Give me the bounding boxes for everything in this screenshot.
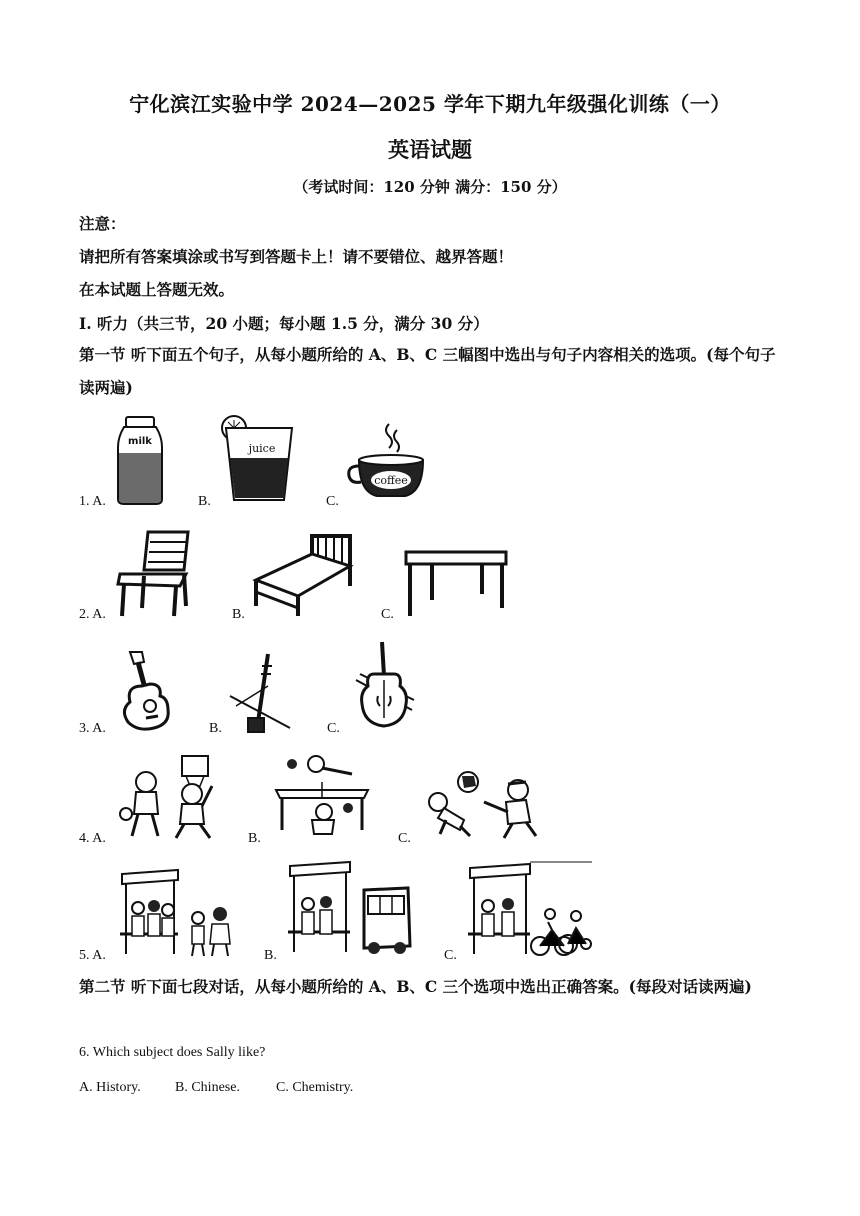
- notice-heading: 注意：: [79, 214, 126, 233]
- q3-label: 3. A.: [79, 721, 106, 736]
- q1-label: 1. A.: [79, 494, 106, 509]
- q3-option-c: C.: [327, 721, 340, 736]
- soccer-players-icon: [420, 768, 548, 840]
- basketball-players-icon: [114, 752, 218, 842]
- question-6-option-b: B. Chinese.: [175, 1080, 240, 1095]
- coffee-cup-icon: [345, 420, 437, 502]
- bus-stop-walking-icon: [116, 866, 238, 960]
- part2-instructions: 第二节 听下面七段对话，从每小题所给的 A、B、C 三个选项中选出正确答案。(每段对话读两遍): [79, 977, 752, 996]
- bus-stop-bus-icon: [284, 858, 414, 958]
- q3-option-b: B.: [209, 721, 222, 736]
- juice-glass-icon: [218, 414, 296, 504]
- question-6-option-a: A. History.: [79, 1080, 141, 1095]
- bed-icon: [252, 530, 356, 618]
- juice-text: juice: [248, 442, 276, 455]
- bus-stop-bikes-icon: [464, 860, 592, 960]
- erhu-icon: [228, 652, 298, 736]
- q5-label: 5. A.: [79, 948, 106, 963]
- q4-label: 4. A.: [79, 831, 106, 846]
- milk-bottle-icon: [110, 415, 170, 507]
- q4-option-b: B.: [248, 831, 261, 846]
- q1-option-c: C.: [326, 494, 339, 509]
- milk-text: milk: [128, 436, 152, 447]
- q5-option-c: C.: [444, 948, 457, 963]
- guitar-icon: [116, 648, 178, 732]
- notice-line-2: 在本试题上答题无效。: [79, 280, 235, 299]
- violin-icon: [352, 640, 416, 732]
- q4-option-c: C.: [398, 831, 411, 846]
- table-icon: [402, 546, 510, 618]
- question-6-stem: 6. Which subject does Sally like?: [79, 1045, 266, 1060]
- section-heading: Ⅰ. 听力（共三节，20 小题；每小题 1.5 分，满分 30 分）: [79, 314, 489, 333]
- q2-label: 2. A.: [79, 607, 106, 622]
- exam-title: 宁化滨江实验中学 2024—2025 学年下期九年级强化训练（一）: [129, 92, 731, 116]
- q5-option-b: B.: [264, 948, 277, 963]
- exam-subject: 英语试题: [388, 137, 472, 162]
- q2-option-b: B.: [232, 607, 245, 622]
- q2-option-c: C.: [381, 607, 394, 622]
- question-6-option-c: C. Chemistry.: [276, 1080, 354, 1095]
- table-tennis-players-icon: [272, 754, 372, 838]
- q1-option-b: B.: [198, 494, 211, 509]
- part1-instructions: 第一节 听下面五个句子，从每小题所给的 A、B、C 三幅图中选出与句子内容相关的选项。(每个句子读两遍): [79, 345, 776, 397]
- coffee-text: coffee: [374, 474, 408, 487]
- chair-icon: [114, 528, 200, 620]
- exam-info: （考试时间：120 分钟 满分：150 分）: [293, 178, 567, 196]
- notice-line-1: 请把所有答案填涂或书写到答题卡上！请不要错位、越界答题！: [79, 247, 514, 266]
